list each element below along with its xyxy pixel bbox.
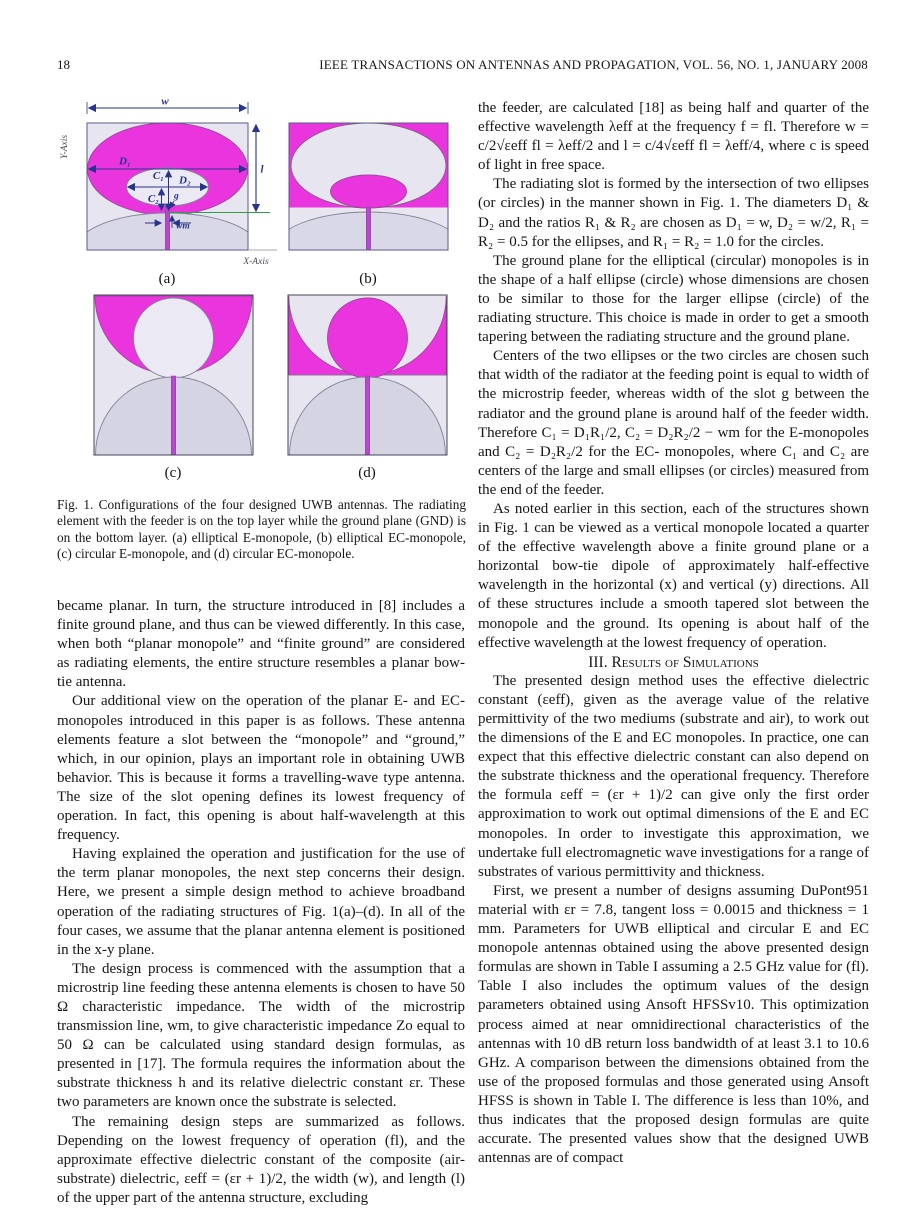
subfigure-a-label: (a) bbox=[158, 271, 176, 287]
y-axis-label: Y-Axis bbox=[60, 134, 70, 160]
panel-b-inner-ellipse bbox=[331, 175, 407, 208]
x-axis-label: X-Axis bbox=[243, 257, 269, 267]
figure-1 bbox=[57, 95, 466, 492]
paragraph: Having explained the operation and justification for the use of the term planar monopoles, the next step concerns their design. Here, we present a simple design method to achieve broadband operation of the radiating structures of Fig. 1(a)–(d). In all of the four cases, we assume that the planar antenna element is positioned in the x-y plane. bbox=[57, 846, 465, 958]
paragraph: the feeder, are calculated [18] as being half and quarter of the effective wavelength λeff at the frequency f = fl. Therefore w = c/2√εeff fl = λeff/2 and l = c/4√εeff fl = λeff/4, where c is speed of light in free space. bbox=[478, 100, 869, 174]
paragraph: Centers of the two ellipses or the two circles are chosen such that width of the radiator at the feeding point is equal to width of the microstrip feeder, whereas width of the slot g between the radiator and the ground plane is around half of the feeder width. Therefore C₁ = D₁R₁/2, C₂ = D₂R₂/2 − wm for the E-monopoles and C₂ = D₂R₂/2 for the EC- monopoles, where C₁ and C₂ are centers of the large and small ellipses (or circles) measured from the end of the feeder. bbox=[478, 348, 869, 498]
right-column bbox=[478, 99, 869, 1168]
paragraph: The design process is commenced with the assumption that a microstrip line feeding these antenna elements is chosen to have 50 Ω characteristic impedance. The width of the microstrip transmission line, wm, to give characteristic impedance Zo equal to 50 Ω can be calculated using standard design formulas, as presented in [17]. The formula requires the information about the substrate thickness h and its relative dielectric constant εr. These two parameters are known once the substrate is selected. bbox=[57, 960, 465, 1111]
panel-c-feeder bbox=[171, 376, 175, 455]
paragraph: became planar. In turn, the structure introduced in [8] includes a finite ground plane, and thus can be viewed differently. In this case, when both “planar monopole” and “finite ground” are considered as radiating elements, the entire structure resembles a planar bow-tie antenna. bbox=[57, 598, 465, 691]
paragraph: The radiating slot is formed by the intersection of two ellipses (or circles) in the manner shown in Fig. 1. The diameters D₁ & D₂ and the ratios R₁ & R₂ are chosen as D₁ = w, D₂ = w/2, R₁ = R₂ = 0.5 for the ellipses, and R₁ = R₂ = 1.0 for the circles. bbox=[478, 176, 869, 250]
panel-b-feeder bbox=[366, 207, 370, 250]
page-number: 18 bbox=[57, 57, 70, 72]
figure-1-image bbox=[57, 95, 465, 487]
subfigure-d-label: (d) bbox=[358, 465, 376, 481]
paragraph: The remaining design steps are summarized as follows. Depending on the lowest frequency of operation (fl), and the approximate effective dielectric constant of the composite (air-substrate) dielectric, εeff = (εr + 1)/2, the width (w), and length (l) of the upper part of the antenna structure, excluding bbox=[57, 1113, 465, 1206]
paragraph: The presented design method uses the effective dielectric constant (εeff), given as the average value of the relative permittivity of the two mediums (substrate and air), to work out the dimensions of the E and EC monopoles. In practice, one can expect that this effective dielectric constant can also depend on the substrate thickness and the operational frequency. Therefore the formula εeff = (εr + 1)/2 can give only the first order approximation to work out optimal dimensions of the E and EC monopoles. In order to investigate this approximation, we undertake full electromagnetic wave investigations for a range of substrates of various permittivity and thickness. bbox=[478, 672, 869, 880]
label-d1: D₁ bbox=[119, 155, 131, 168]
paragraph: Our additional view on the operation of the planar E- and EC-monopoles introduced in this paper is as follows. These antenna elements feature a slot between the “monopole” and “ground,” which, in our opinion, plays an important role in obtaining UWB behavior. This is because it forms a travelling-wave type antenna. The size of the slot opening defines its lowest frequency of operation. In fact, this opening is about half-wavelength at this frequency. bbox=[57, 693, 465, 844]
subfigure-b bbox=[274, 123, 464, 288]
panel-d-inner-circle bbox=[328, 298, 408, 378]
label-wm: wm bbox=[176, 221, 190, 232]
panel-c-slot-circle bbox=[134, 298, 214, 378]
paragraph: The ground plane for the elliptical (circular) monopoles is in the shape of a half ellipse (circle) whose dimensions are chosen to be similar to those for the larger ellipse (circle) of the radiating structure. This choice is made in order to get a smooth tapering between the radiating structure and the ground plane. bbox=[478, 252, 869, 346]
label-l: l bbox=[260, 163, 264, 176]
subfigure-a bbox=[60, 96, 277, 288]
label-c2: C₂ bbox=[147, 193, 159, 205]
paragraph: As noted earlier in this section, each of the structures shown in Fig. 1 can be viewed as a vertical monopole located a quarter of the effective wavelength above a finite ground plane or a horizontal bow-tie dipole of approximately half-effective wavelength in the horizontal (x) and vertical (y) directions. All of these structures include a smooth tapered slot between the monopole and the ground. Its opening is about half of the effective wavelength at the lowest frequency of operation. bbox=[478, 500, 869, 651]
subfigure-d bbox=[288, 295, 447, 487]
journal-header: IEEE TRANSACTIONS ON ANTENNAS AND PROPAGATION, VOL. 56, NO. 1, JANUARY 2008 bbox=[319, 57, 868, 72]
subfigure-b-label: (b) bbox=[359, 271, 377, 287]
panel-d-feeder bbox=[365, 376, 369, 455]
label-d2: D₂ bbox=[179, 174, 191, 187]
subfigure-c bbox=[94, 295, 253, 487]
label-w: w bbox=[161, 95, 169, 108]
label-c1: C₁ bbox=[152, 170, 164, 182]
subfigure-c-label: (c) bbox=[164, 465, 182, 481]
left-column bbox=[57, 597, 465, 1208]
label-g: g bbox=[174, 191, 179, 202]
section-heading: III. Results of Simulations bbox=[588, 653, 759, 671]
figure-caption: Fig. 1. Configurations of the four designed UWB antennas. The radiating element with the feeder is on the top layer while the ground plane (GND) is on the bottom layer. (a) elliptical E-monopole, (b) elliptical EC-monopole, (c) circular E-monopole, and (d) circular EC-monopole. bbox=[57, 497, 466, 562]
paragraph: First, we present a number of designs assuming DuPont951 material with εr = 7.8, tangent loss = 0.0015 and thickness = 1 mm. Parameters for UWB elliptical and circular E and EC monopole antennas obtained using the above presented design formulas are shown in Table I assuming a 2.5 GHz value for (fl). Table I also includes the optimum values of the design parameters obtained using Ansoft HFSSv10. This optimization process aimed at near omnidirectional characteristics of the antennas with 10 dB return loss bandwidth of at least 3.1 to 10.6 GHz. A comparison between the dimensions obtained from the use of the proposed formulas and those generated using Ansoft HFSS is shown in Table I. The difference is less than 10%, and thus indicates that the proposed design formulas are quite accurate. The presented values show that the designed UWB antennas are of compact bbox=[478, 882, 869, 1167]
